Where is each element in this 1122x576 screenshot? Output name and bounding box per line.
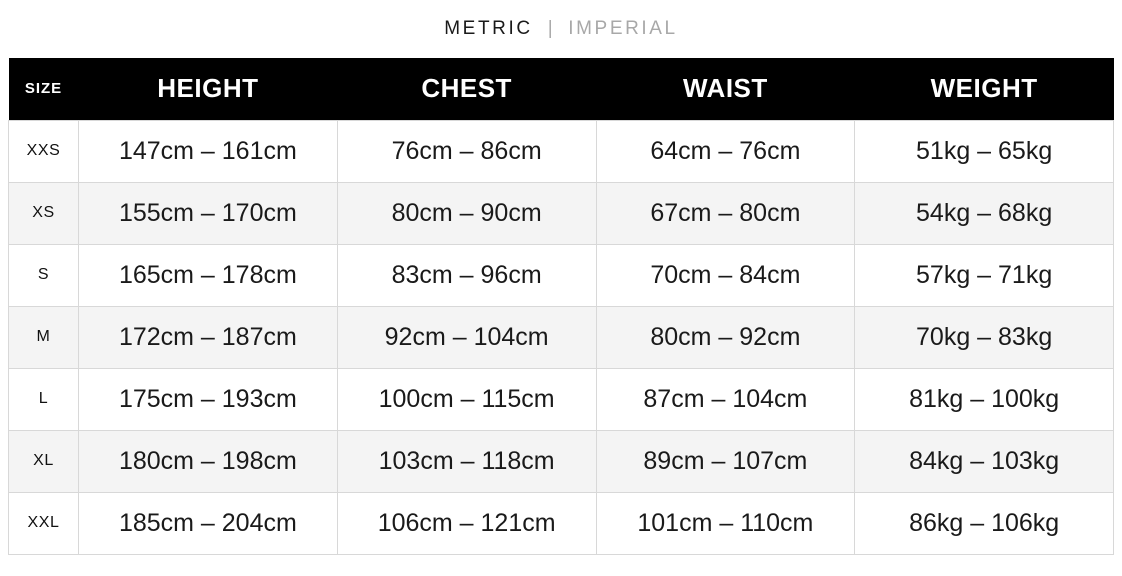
cell-size: XXS xyxy=(9,120,79,182)
cell-chest: 76cm – 86cm xyxy=(337,120,596,182)
cell-waist: 80cm – 92cm xyxy=(596,306,855,368)
cell-size: L xyxy=(9,368,79,430)
cell-weight: 84kg – 103kg xyxy=(855,430,1114,492)
cell-waist: 67cm – 80cm xyxy=(596,182,855,244)
table-row xyxy=(9,182,1114,244)
cell-height: 165cm – 178cm xyxy=(79,244,338,306)
table-row xyxy=(9,244,1114,306)
cell-height: 172cm – 187cm xyxy=(79,306,338,368)
cell-chest: 103cm – 118cm xyxy=(337,430,596,492)
cell-weight: 86kg – 106kg xyxy=(855,492,1114,554)
cell-weight: 57kg – 71kg xyxy=(855,244,1114,306)
table-header-row xyxy=(9,58,1114,120)
table-row xyxy=(9,430,1114,492)
table-head xyxy=(9,58,1114,120)
table-row xyxy=(9,306,1114,368)
unit-option-metric[interactable]: METRIC xyxy=(444,18,533,39)
cell-waist: 101cm – 110cm xyxy=(596,492,855,554)
cell-waist: 64cm – 76cm xyxy=(596,120,855,182)
cell-size: S xyxy=(9,244,79,306)
column-header-weight: WEIGHT xyxy=(855,58,1114,120)
table-row xyxy=(9,120,1114,182)
cell-size: XS xyxy=(9,182,79,244)
cell-waist: 70cm – 84cm xyxy=(596,244,855,306)
cell-weight: 51kg – 65kg xyxy=(855,120,1114,182)
cell-chest: 80cm – 90cm xyxy=(337,182,596,244)
cell-size: M xyxy=(9,306,79,368)
cell-size: XXL xyxy=(9,492,79,554)
cell-weight: 70kg – 83kg xyxy=(855,306,1114,368)
cell-height: 175cm – 193cm xyxy=(79,368,338,430)
column-header-height: HEIGHT xyxy=(79,58,338,120)
cell-chest: 106cm – 121cm xyxy=(337,492,596,554)
column-header-chest: CHEST xyxy=(337,58,596,120)
table-row xyxy=(9,492,1114,554)
cell-height: 147cm – 161cm xyxy=(79,120,338,182)
column-header-waist: WAIST xyxy=(596,58,855,120)
cell-height: 180cm – 198cm xyxy=(79,430,338,492)
unit-option-imperial[interactable]: IMPERIAL xyxy=(568,18,678,39)
cell-weight: 81kg – 100kg xyxy=(855,368,1114,430)
cell-height: 185cm – 204cm xyxy=(79,492,338,554)
table-row xyxy=(9,368,1114,430)
table-body xyxy=(9,120,1114,554)
cell-waist: 89cm – 107cm xyxy=(596,430,855,492)
cell-chest: 100cm – 115cm xyxy=(337,368,596,430)
column-header-size: SIZE xyxy=(9,58,79,120)
unit-separator: | xyxy=(547,18,556,39)
cell-size: XL xyxy=(9,430,79,492)
cell-chest: 92cm – 104cm xyxy=(337,306,596,368)
cell-weight: 54kg – 68kg xyxy=(855,182,1114,244)
unit-toggle xyxy=(0,0,1122,58)
cell-chest: 83cm – 96cm xyxy=(337,244,596,306)
size-chart-table xyxy=(8,58,1114,555)
cell-height: 155cm – 170cm xyxy=(79,182,338,244)
cell-waist: 87cm – 104cm xyxy=(596,368,855,430)
